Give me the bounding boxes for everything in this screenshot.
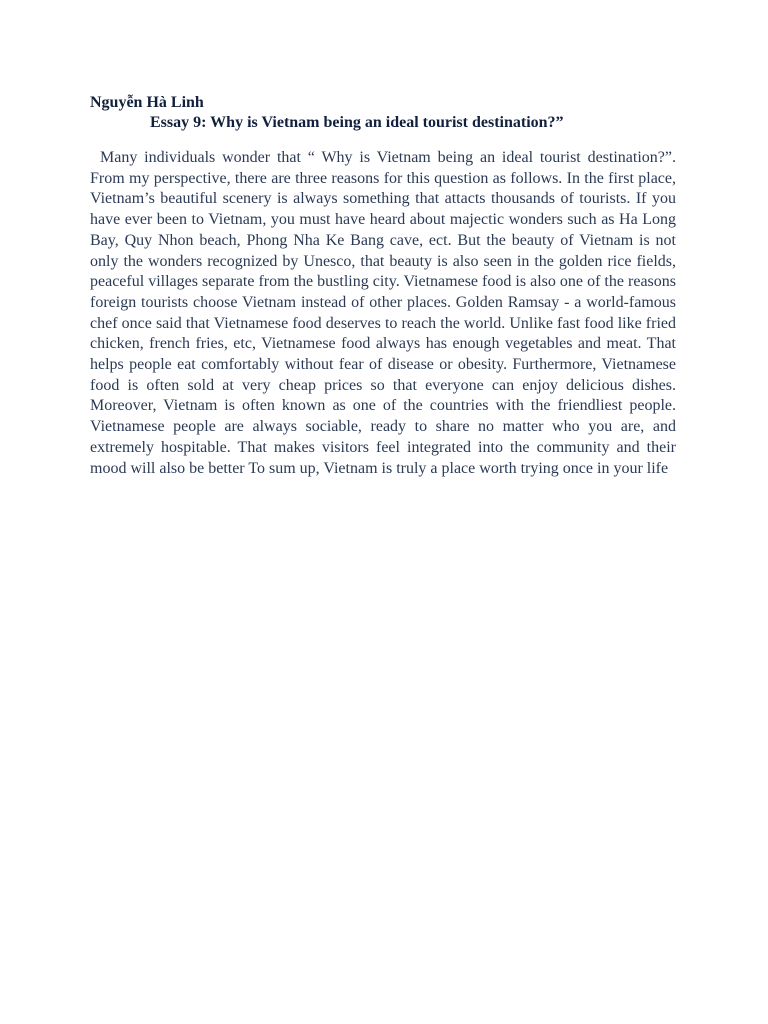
author-name: Nguyễn Hà Linh: [90, 94, 204, 111]
essay-title: Essay 9: Why is Vietnam being an ideal tourist destination?”: [150, 114, 564, 131]
essay-text-block: [90, 93, 676, 479]
essay-body: Many individuals wonder that “ Why is Vietnam being an ideal tourist destination?”. From my perspective, there are three reasons for this question as follows. In the first place, Vietnam’s beautiful scenery is always something that attacts thousands of tourists. If you have ever been to Vietnam, you must have heard about majectic wonders such as Ha Long Bay, Quy Nhon beach, Phong Nha Ke Bang cave, ect. But the beauty of Vietnam is not only the wonders recognized by Unesco, that beauty is also seen in the golden rice fields, peaceful villages separate from the bustling city. Vietnamese food is also one of the reasons foreign tourists choose Vietnam instead of other places. Golden Ramsay - a world-famous chef once said that Vietnamese food deserves to reach the world. Unlike fast food like fried chicken, french fries, etc, Vietnamese food always has enough vegetables and meat. That helps people eat comfortably without fear of disease or obesity. Furthermore, Vietnamese food is often sold at very cheap prices so that everyone can enjoy delicious dishes. Moreover, Vietnam is often known as one of the countries with the friendliest people. Vietnamese people are always sociable, ready to share no matter who you are, and extremely hospitable. That makes visitors feel integrated into the community and their mood will also be better To sum up, Vietnam is truly a place worth trying once in your life: [90, 149, 676, 477]
